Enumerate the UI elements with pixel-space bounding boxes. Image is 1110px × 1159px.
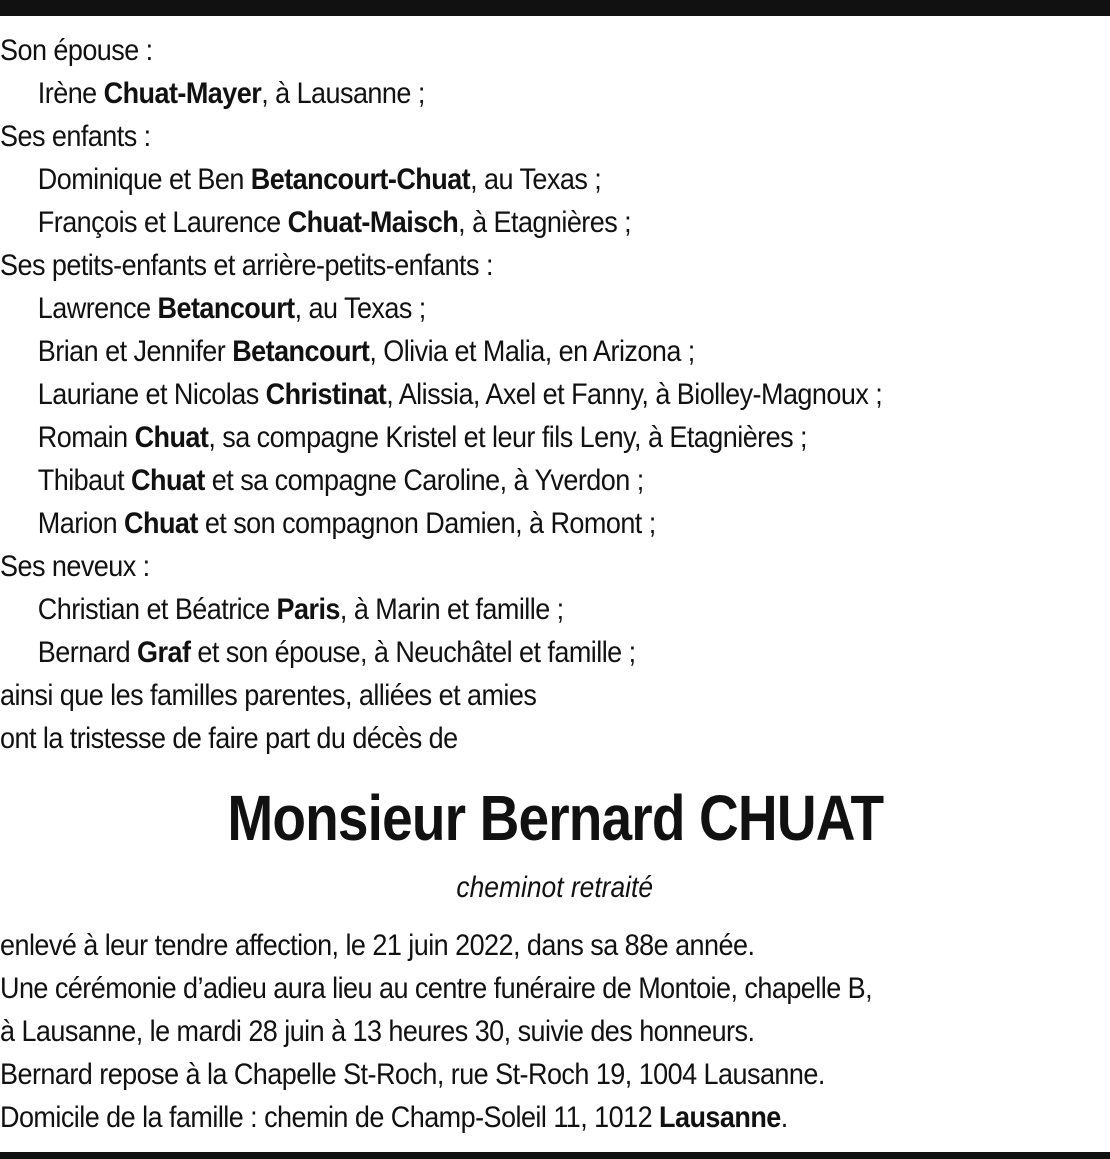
- notice-line: [0, 72, 999, 115]
- line-text: , sa compagne Kristel et leur fils Leny, à Etagnières ;: [208, 421, 807, 454]
- notice-line: [0, 674, 999, 717]
- line-text: et son épouse, à Neuchâtel et famille ;: [190, 636, 636, 669]
- line-text: , Olivia et Malia, en Arizona ;: [369, 335, 695, 368]
- notice-line: [0, 115, 999, 158]
- line-text: .: [780, 1101, 788, 1134]
- notice-line: [0, 545, 999, 588]
- notice-line: [0, 1096, 999, 1139]
- deceased-name: [0, 778, 1110, 858]
- family-name: Paris: [276, 593, 340, 626]
- notice-line: [0, 330, 999, 373]
- family-name: Chuat-Mayer: [103, 77, 262, 110]
- family-name: Lausanne: [659, 1101, 781, 1134]
- line-text: Bernard repose à la Chapelle St-Roch, rue St-Roch 19, 1004 Lausanne.: [0, 1058, 825, 1091]
- bottom-rule: [0, 1152, 1110, 1159]
- family-name: Betancourt: [232, 335, 370, 368]
- line-text: à Lausanne, le mardi 28 juin à 13 heures 30, suivie des honneurs.: [0, 1015, 755, 1048]
- line-text: ainsi que les familles parentes, alliées et amies: [0, 679, 537, 712]
- notice-line: [0, 287, 999, 330]
- family-name: Graf: [137, 636, 191, 669]
- line-text: , Alissia, Axel et Fanny, à Biolley-Magnoux ;: [386, 378, 883, 411]
- line-text: François et Laurence: [37, 206, 288, 239]
- line-text: , au Texas ;: [294, 292, 426, 325]
- closing-text: [0, 924, 999, 1139]
- line-text: Bernard: [37, 636, 138, 669]
- notice-line: [0, 502, 999, 545]
- family-name: Betancourt-Chuat: [250, 163, 471, 196]
- family-name: Chuat-Maisch: [287, 206, 459, 239]
- family-name: Christinat: [265, 378, 387, 411]
- notice-line: [0, 201, 999, 244]
- family-name: Chuat: [134, 421, 209, 454]
- line-text: Lauriane et Nicolas: [37, 378, 266, 411]
- line-text: Thibaut: [37, 464, 132, 497]
- notice-line: [0, 373, 999, 416]
- notice-line: [0, 631, 999, 674]
- notice-line: [0, 416, 999, 459]
- notice-line: [0, 244, 999, 287]
- line-text: Romain: [37, 421, 135, 454]
- notice-line: [0, 158, 999, 201]
- line-text: ont la tristesse de faire part du décès de: [0, 722, 458, 755]
- line-text: , à Lausanne ;: [261, 77, 425, 110]
- notice-line: [0, 1010, 999, 1053]
- line-text: , à Etagnières ;: [458, 206, 632, 239]
- notice-line: [0, 967, 999, 1010]
- family-name: Betancourt: [157, 292, 295, 325]
- line-text: et son compagnon Damien, à Romont ;: [197, 507, 656, 540]
- line-text: Marion: [37, 507, 125, 540]
- line-text: , à Marin et famille ;: [339, 593, 564, 626]
- family-list: [0, 29, 999, 760]
- notice-line: [0, 459, 999, 502]
- line-text: Une cérémonie d’adieu aura lieu au centre funéraire de Montoie, chapelle B,: [0, 972, 873, 1005]
- notice-line: [0, 1053, 999, 1096]
- line-text: Christian et Béatrice: [37, 593, 277, 626]
- line-text: Ses petits-enfants et arrière-petits-enfants :: [0, 249, 493, 282]
- line-text: Son épouse :: [0, 34, 153, 67]
- occupation-text: cheminot retraité: [456, 871, 654, 904]
- line-text: et sa compagne Caroline, à Yverdon ;: [204, 464, 644, 497]
- line-text: Irène: [37, 77, 104, 110]
- line-text: Ses enfants :: [0, 120, 151, 153]
- notice-line: [0, 588, 999, 631]
- top-rule: [0, 0, 1110, 16]
- occupation: [0, 866, 1110, 909]
- line-text: Ses neveux :: [0, 550, 150, 583]
- line-text: Domicile de la famille : chemin de Champ-Soleil 11, 1012: [0, 1101, 660, 1134]
- notice-line: [0, 29, 999, 72]
- line-text: Brian et Jennifer: [37, 335, 233, 368]
- family-name: Chuat: [131, 464, 205, 497]
- line-text: Lawrence: [37, 292, 158, 325]
- family-name: Chuat: [124, 507, 198, 540]
- deceased-name-text: Monsieur Bernard CHUAT: [227, 782, 883, 854]
- line-text: Dominique et Ben: [37, 163, 251, 196]
- line-text: enlevé à leur tendre affection, le 21 juin 2022, dans sa 88e année.: [0, 929, 755, 962]
- notice-line: [0, 717, 999, 760]
- notice-line: [0, 924, 999, 967]
- line-text: , au Texas ;: [470, 163, 602, 196]
